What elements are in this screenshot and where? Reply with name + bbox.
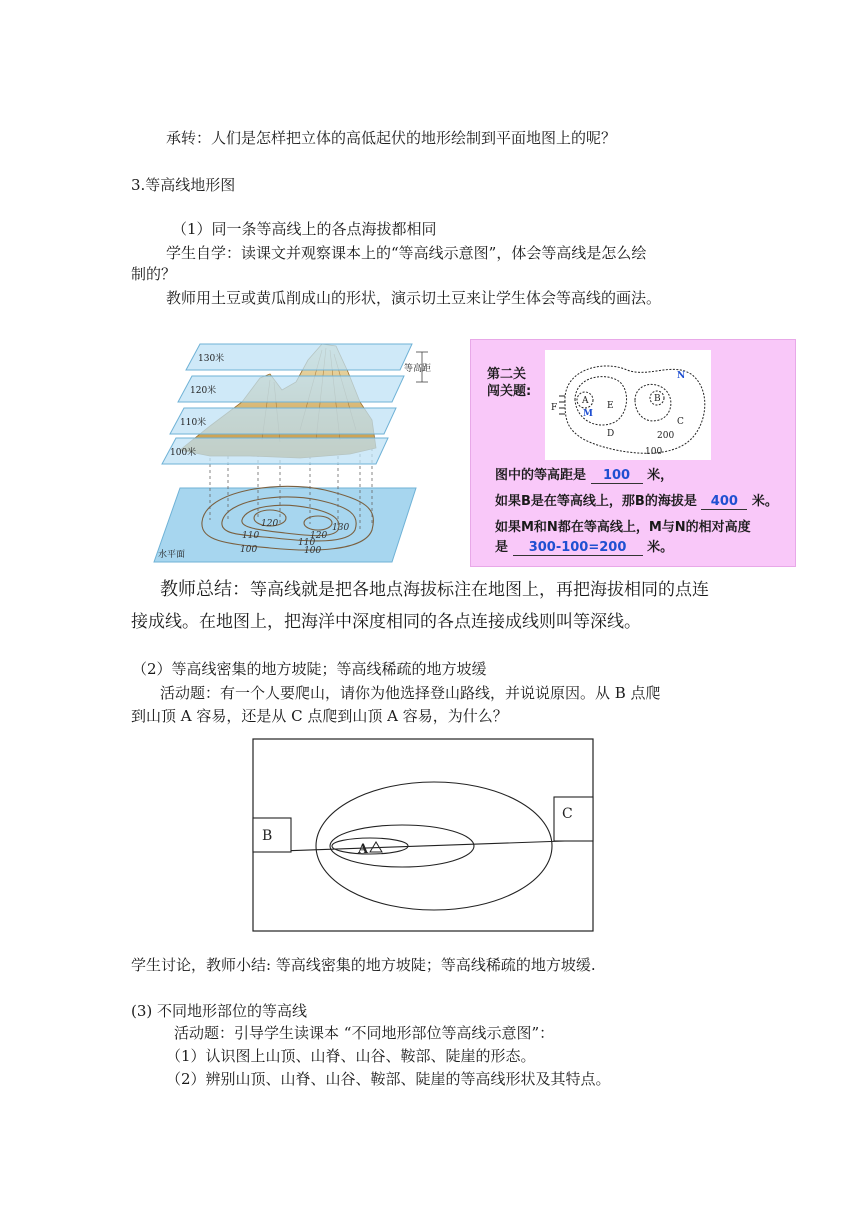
quiz-contour-map bbox=[545, 350, 711, 460]
q1-suffix: 米， bbox=[647, 468, 674, 483]
base-label: 水平面 bbox=[158, 550, 186, 560]
map-label: E bbox=[607, 401, 614, 411]
contour-label: 100 bbox=[304, 546, 322, 556]
self-study-line2: 制的？ bbox=[131, 265, 177, 283]
q3-answer: 300-100=200 bbox=[513, 540, 643, 556]
summary-line1 bbox=[160, 580, 709, 600]
self-study-line1: 学生自学：读课文并观察课本上的“等高线示意图”，体会等高线是怎么绘 bbox=[166, 244, 647, 262]
q2-answer: 400 bbox=[701, 494, 747, 510]
contour-label: 110 bbox=[242, 531, 260, 541]
point-c-box bbox=[554, 797, 593, 841]
point2-heading: （2）等高线密集的地方坡陡；等高线稀疏的地方坡缓 bbox=[132, 660, 487, 678]
q3-suffix: 米。 bbox=[647, 540, 674, 555]
task1-text: （1）认识图上山顶、山脊、山谷、鞍部、陡崖的形态。 bbox=[166, 1047, 536, 1065]
q2-prefix: 如果B是在等高线上，那B的海拔是 bbox=[495, 494, 697, 509]
map-label: C bbox=[677, 417, 684, 427]
quiz-panel bbox=[470, 339, 796, 567]
interval-label: 等高距 bbox=[404, 364, 432, 374]
route-choice-figure bbox=[252, 738, 594, 932]
q3-prefix: 是 bbox=[495, 540, 509, 555]
quiz-title-line1: 第二关 bbox=[487, 367, 527, 382]
quiz-title-line2: 闯关题: bbox=[487, 384, 532, 399]
teacher-demo-text: 教师用土豆或黄瓜削成山的形状，演示切土豆来让学生体会等高线的画法。 bbox=[166, 289, 662, 307]
q1-answer: 100 bbox=[591, 468, 643, 484]
contour-label: 120 bbox=[261, 519, 279, 529]
level-label: 100米 bbox=[170, 448, 197, 458]
activity3-text: 活动题：引导学生读课本 “不同地形部位等高线示意图”： bbox=[174, 1024, 555, 1042]
q3-line1: 如果M和N都在等高线上，M与N的相对高度 bbox=[495, 520, 751, 535]
discussion-text: 学生讨论，教师小结: 等高线密集的地方坡陡；等高线稀疏的地方坡缓. bbox=[131, 956, 596, 974]
contour-label: 130 bbox=[332, 523, 350, 533]
map-label: 200 bbox=[657, 431, 675, 441]
point1-heading: （1）同一条等高线上的各点海拔都相同 bbox=[172, 220, 437, 238]
label-b: B bbox=[262, 828, 273, 844]
contour-label: 100 bbox=[240, 545, 258, 555]
section-heading: 3.等高线地形图 bbox=[131, 176, 236, 194]
q1-prefix: 图中的等高距是 bbox=[495, 468, 587, 483]
level-label: 130米 bbox=[198, 354, 225, 364]
map-label: N bbox=[677, 371, 686, 381]
map-label: D bbox=[607, 429, 615, 439]
level-label: 120米 bbox=[190, 386, 217, 396]
contour-label: 110 bbox=[298, 538, 316, 548]
activity-line2: 到山顶 A 容易，还是从 C 点爬到山顶 A 容易，为什么？ bbox=[131, 707, 508, 725]
map-label: M bbox=[583, 409, 593, 419]
summary-lead: 教师总结： bbox=[160, 579, 250, 600]
contour-label: 120 bbox=[310, 531, 328, 541]
label-a: A bbox=[358, 842, 369, 857]
q2-suffix: 米。 bbox=[751, 494, 778, 509]
contour-slicing-figure bbox=[150, 330, 460, 566]
transition-text: 承转：人们是怎样把立体的高低起伏的地形绘制到平面地图上的呢？ bbox=[166, 129, 617, 147]
activity-line1: 活动题：有一个人要爬山，请你为他选择登山路线，并说说原因。从 B 点爬 bbox=[160, 684, 661, 702]
point3-heading: (3) 不同地形部位的等高线 bbox=[131, 1002, 308, 1020]
task2-text: （2）辨别山顶、山脊、山谷、鞍部、陡崖的等高线形状及其特点。 bbox=[166, 1070, 611, 1088]
level-label: 110米 bbox=[180, 418, 207, 428]
map-label: F bbox=[551, 403, 558, 413]
summary-line2: 接成线。在地图上，把海洋中深度相同的各点连接成线则叫等深线。 bbox=[131, 612, 641, 632]
map-label: 100 bbox=[645, 447, 663, 457]
base-plane bbox=[154, 488, 416, 562]
summary-text: 等高线就是把各地点海拔标注在地图上，再把海拔相同的点连 bbox=[250, 580, 709, 600]
label-c: C bbox=[562, 806, 573, 822]
map-label: A bbox=[582, 396, 589, 406]
map-label: B bbox=[654, 394, 661, 404]
